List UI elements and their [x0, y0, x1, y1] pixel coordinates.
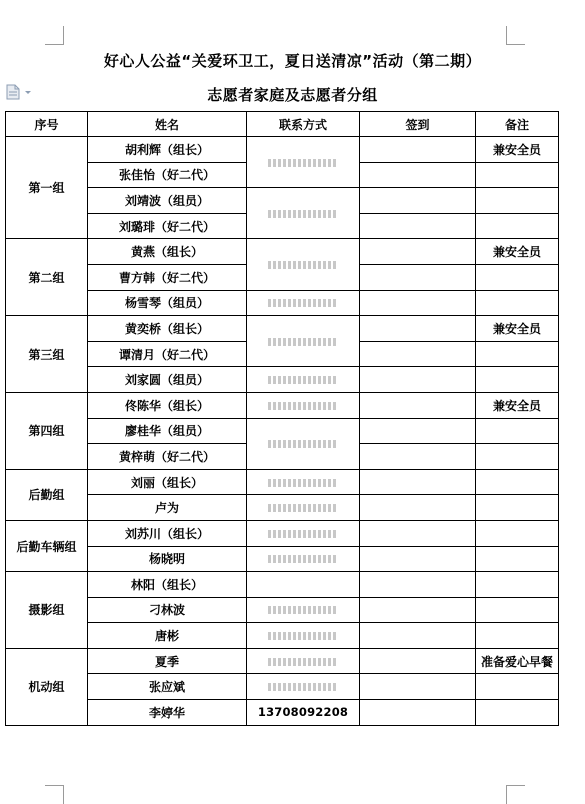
header-contact: 联系方式 [247, 112, 360, 137]
member-name: 夏季 [88, 648, 247, 674]
remark-cell: 准备爱心早餐 [476, 648, 559, 674]
redacted-phone [268, 504, 338, 512]
signin-cell[interactable] [360, 137, 476, 163]
remark-cell [476, 290, 559, 316]
contact-cell [247, 367, 360, 393]
member-name: 李婷华 [88, 700, 247, 726]
table-row [6, 316, 559, 342]
crop-mark-top-right [506, 26, 525, 45]
member-name: 张佳怡（好二代） [88, 162, 247, 188]
contact-cell [247, 520, 360, 546]
contact-cell [247, 546, 360, 572]
table-row [6, 674, 559, 700]
redacted-phone [268, 159, 338, 167]
contact-cell [247, 469, 360, 495]
group-label: 第二组 [6, 239, 88, 316]
contact-cell [247, 495, 360, 521]
member-name: 刘家圆（组员） [88, 367, 247, 393]
contact-cell [247, 623, 360, 649]
member-name: 林阳（组长） [88, 572, 247, 598]
member-name: 卢为 [88, 495, 247, 521]
remark-cell [476, 674, 559, 700]
signin-cell[interactable] [360, 648, 476, 674]
signin-cell[interactable] [360, 546, 476, 572]
table-row [6, 597, 559, 623]
member-name: 黄燕（组长） [88, 239, 247, 265]
signin-cell[interactable] [360, 418, 476, 444]
member-name: 谭清月（好二代） [88, 341, 247, 367]
remark-cell [476, 469, 559, 495]
member-name: 黄奕桥（组长） [88, 316, 247, 342]
signin-cell[interactable] [360, 444, 476, 470]
signin-cell[interactable] [360, 341, 476, 367]
crop-mark-top-left [45, 26, 64, 45]
contact-cell [247, 572, 360, 598]
member-name: 杨晓明 [88, 546, 247, 572]
remark-cell [476, 264, 559, 290]
signin-cell[interactable] [360, 188, 476, 214]
table-row [6, 290, 559, 316]
group-label: 第三组 [6, 316, 88, 393]
contact-cell [247, 674, 360, 700]
member-name: 杨雪琴（组员） [88, 290, 247, 316]
remark-cell: 兼安全员 [476, 392, 559, 418]
member-name: 刘丽（组长） [88, 469, 247, 495]
table-row [6, 572, 559, 598]
header-remarks: 备注 [476, 112, 559, 137]
header-signin: 签到 [360, 112, 476, 137]
remark-cell: 兼安全员 [476, 137, 559, 163]
signin-cell[interactable] [360, 597, 476, 623]
remark-cell [476, 572, 559, 598]
redacted-phone [268, 402, 338, 410]
member-name: 廖桂华（组员） [88, 418, 247, 444]
member-name: 刘苏川（组长） [88, 520, 247, 546]
contact-cell [247, 597, 360, 623]
table-row [6, 418, 559, 444]
redacted-phone [268, 658, 338, 666]
redacted-phone [268, 479, 338, 487]
table-row [6, 648, 559, 674]
contact-cell [247, 418, 360, 469]
contact-cell [247, 316, 360, 367]
table-header-row [6, 112, 559, 137]
redacted-phone [268, 210, 338, 218]
redacted-phone [268, 440, 338, 448]
table-row [6, 137, 559, 163]
member-name: 曹方韩（好二代） [88, 264, 247, 290]
table-row [6, 546, 559, 572]
table-row [6, 392, 559, 418]
signin-cell[interactable] [360, 495, 476, 521]
document-subtitle: 志愿者家庭及志愿者分组 [207, 86, 378, 104]
redacted-phone [268, 261, 338, 269]
contact-cell [247, 137, 360, 188]
redacted-phone [268, 632, 338, 640]
remark-cell [476, 495, 559, 521]
crop-mark-bottom-right [506, 785, 525, 804]
table-row [6, 367, 559, 393]
member-name: 黄梓萌（好二代） [88, 444, 247, 470]
signin-cell[interactable] [360, 674, 476, 700]
member-name: 胡利辉（组长） [88, 137, 247, 163]
group-label: 后勤车辆组 [6, 520, 88, 571]
remark-cell: 兼安全员 [476, 316, 559, 342]
member-name: 唐彬 [88, 623, 247, 649]
redacted-phone [268, 338, 338, 346]
table-row [6, 623, 559, 649]
contact-cell [247, 188, 360, 239]
contact-cell [247, 290, 360, 316]
remark-cell [476, 418, 559, 444]
document-title: 好心人公益“关爱环卫工，夏日送清凉”活动（第二期） [103, 52, 482, 70]
signin-cell[interactable] [360, 290, 476, 316]
contact-cell [247, 392, 360, 418]
signin-cell[interactable] [360, 316, 476, 342]
remark-cell: 兼安全员 [476, 239, 559, 265]
crop-mark-bottom-left [45, 785, 64, 804]
signin-cell[interactable] [360, 623, 476, 649]
redacted-phone [268, 530, 338, 538]
table-row [6, 520, 559, 546]
remark-cell [476, 188, 559, 214]
signin-cell[interactable] [360, 239, 476, 265]
signin-cell[interactable] [360, 213, 476, 239]
member-name: 刘靖波（组员） [88, 188, 247, 214]
volunteer-table [5, 111, 559, 726]
member-name: 佟陈华（组长） [88, 392, 247, 418]
signin-cell[interactable] [360, 392, 476, 418]
table-row [6, 188, 559, 214]
signin-cell[interactable] [360, 469, 476, 495]
signin-cell[interactable] [360, 162, 476, 188]
table-row [6, 700, 559, 726]
group-label: 后勤组 [6, 469, 88, 520]
remark-cell [476, 623, 559, 649]
member-name: 刁林波 [88, 597, 247, 623]
remark-cell [476, 700, 559, 726]
member-name: 刘璐琲（好二代） [88, 213, 247, 239]
redacted-phone [268, 555, 338, 563]
remark-cell [476, 546, 559, 572]
remark-cell [476, 213, 559, 239]
group-label: 第一组 [6, 137, 88, 239]
group-label: 摄影组 [6, 572, 88, 649]
member-name: 张应斌 [88, 674, 247, 700]
remark-cell [476, 597, 559, 623]
header-name: 姓名 [88, 112, 247, 137]
signin-cell[interactable] [360, 572, 476, 598]
contact-cell [247, 648, 360, 674]
signin-cell[interactable] [360, 520, 476, 546]
redacted-phone [268, 299, 338, 307]
signin-cell[interactable] [360, 700, 476, 726]
remark-cell [476, 444, 559, 470]
contact-cell [247, 239, 360, 290]
header-index: 序号 [6, 112, 88, 137]
redacted-phone [268, 376, 338, 384]
remark-cell [476, 341, 559, 367]
group-label: 第四组 [6, 392, 88, 469]
table-row [6, 239, 559, 265]
remark-cell [476, 162, 559, 188]
contact-cell: 13708092208 [247, 700, 360, 726]
redacted-phone [268, 606, 338, 614]
table-row [6, 495, 559, 521]
signin-cell[interactable] [360, 264, 476, 290]
signin-cell[interactable] [360, 367, 476, 393]
redacted-phone [268, 683, 338, 691]
table-row [6, 469, 559, 495]
group-label: 机动组 [6, 648, 88, 725]
remark-cell [476, 367, 559, 393]
remark-cell [476, 520, 559, 546]
